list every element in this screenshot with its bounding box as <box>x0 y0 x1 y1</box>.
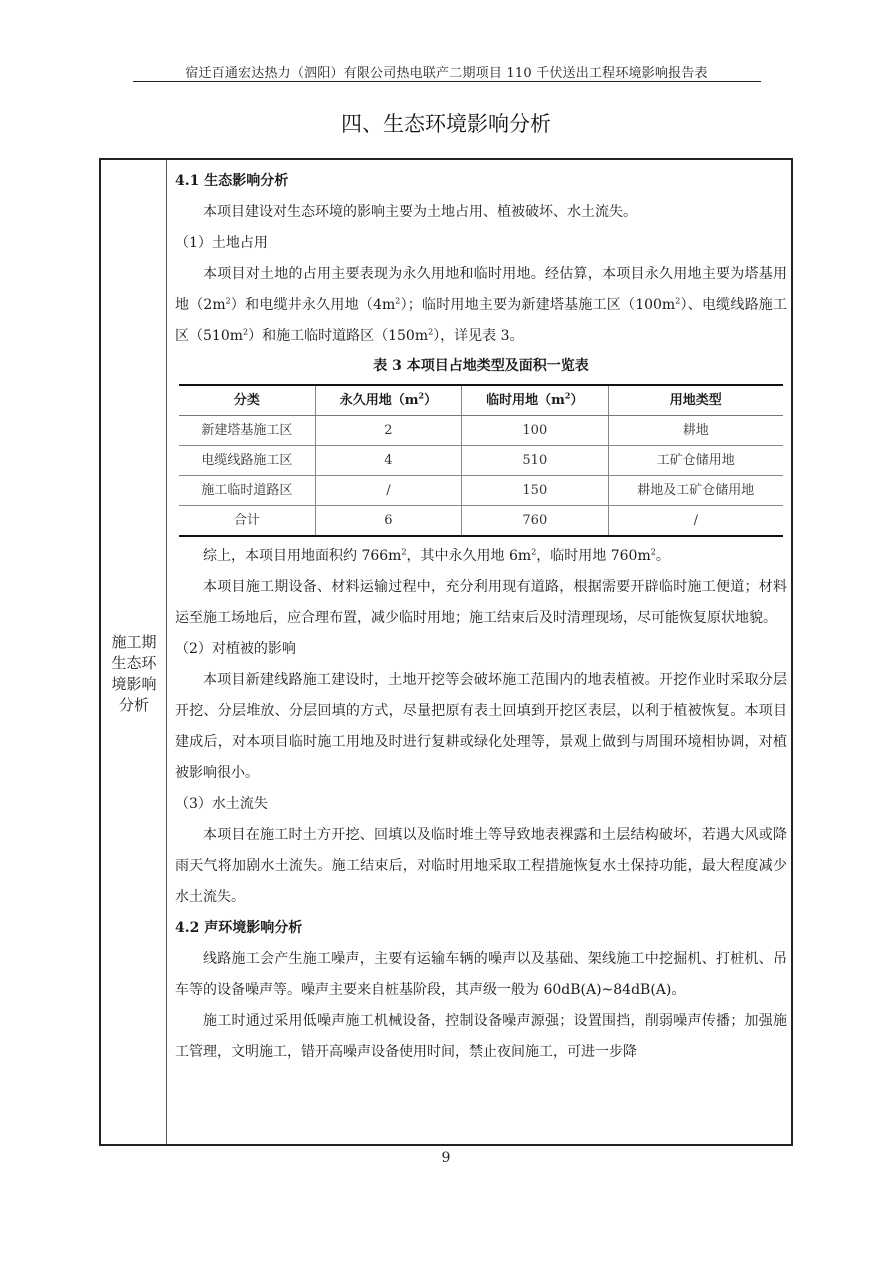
paragraph-land-use <box>175 259 787 352</box>
left-label-line: 施工期 <box>111 633 157 651</box>
superscript: 2 <box>675 296 681 306</box>
paragraph-noise-mitigation: 施工时通过采用低噪声施工机械设备，控制设备噪声源强；设置围挡，削弱噪声传播；加强施工管理，文明施工，错开高噪声设备使用时间，禁止夜间施工，可进一步降 <box>175 1013 787 1060</box>
subheading-soil-erosion: （3）水土流失 <box>175 796 268 812</box>
text-run: 本项目对土地的占用主要表现为永久用地和临时用地。经估算，本项目永久用地主要为塔基用地（2m <box>175 266 787 313</box>
subheading-land-use: （1）土地占用 <box>175 235 268 251</box>
column-header <box>462 385 608 416</box>
superscript: 2 <box>395 296 401 306</box>
paragraph-noise-sources: 线路施工会产生施工噪声，主要有运输车辆的噪声以及基础、架线施工中挖掘机、打桩机、吊车等的设备噪声等。噪声主要来自桩基阶段，其声级一般为 60dB(A)~84dB(A)。 <box>175 951 787 998</box>
superscript: 2 <box>531 547 537 557</box>
superscript: 2 <box>418 390 425 401</box>
table-cell: 合计 <box>179 506 315 537</box>
table-row <box>179 416 783 446</box>
subheading-vegetation: （2）对植被的影响 <box>175 641 296 657</box>
section-heading-4-2: 4.2 声环境影响分析 <box>175 920 303 936</box>
table-caption: 表 3 本项目占地类型及面积一览表 <box>373 358 589 374</box>
left-label-line: 境影响 <box>111 675 157 693</box>
paragraph-vegetation: 本项目新建线路施工建设时，土地开挖等会破坏施工范围内的地表植被。开挖作业时采取分层开挖、分层堆放、分层回填的方式，尽量把原有表土回填到开挖区表层，以利于植被恢复。本项目建成后，对本项目临时施工用地及时进行复耕或绿化处理等，景观上做到与周围环境相协调，对植被影响很小。 <box>175 672 787 781</box>
text-run: ）和电缆井永久用地（4m <box>230 297 396 313</box>
content-column <box>175 166 787 1068</box>
table-row <box>179 446 783 476</box>
left-label-column <box>101 160 167 1144</box>
header-text: ） <box>424 393 438 408</box>
text-run: ），详见表 3。 <box>433 328 524 344</box>
paragraph-transport: 本项目施工期设备、材料运输过程中，充分利用现有道路，根据需要开辟临时施工便道；材料运至施工场地后，应合理布置，减少临时用地；施工结束后及时清理现场，尽可能恢复原状地貌。 <box>175 579 787 626</box>
section-title: 四、生态环境影响分析 <box>341 112 551 136</box>
table-cell: 电缆线路施工区 <box>179 446 315 476</box>
paragraph-summary <box>175 541 787 572</box>
running-header: 宿迁百通宏达热力（泗阳）有限公司热电联产二期项目 110 千伏送出工程环境影响报告表 <box>185 66 708 81</box>
text-run: ，其中永久用地 6m <box>406 548 532 564</box>
land-use-table <box>179 384 783 537</box>
superscript: 2 <box>243 327 249 337</box>
superscript: 2 <box>401 547 407 557</box>
left-label-line: 生态环 <box>111 654 157 672</box>
section-heading-4-1: 4.1 生态影响分析 <box>175 173 289 189</box>
table-cell: 施工临时道路区 <box>179 476 315 506</box>
table-cell: 2 <box>315 416 461 446</box>
text-run: ）；临时用地主要为新建塔基施工区（100m <box>400 297 676 313</box>
superscript: 2 <box>225 296 231 306</box>
table-cell: 4 <box>315 446 461 476</box>
text-run: 。 <box>655 548 670 564</box>
paragraph-intro: 本项目建设对生态环境的影响主要为土地占用、植被破坏、水土流失。 <box>203 204 637 220</box>
superscript: 2 <box>650 547 656 557</box>
text-run: ，临时用地 760m <box>536 548 651 564</box>
left-column-label <box>105 632 163 716</box>
column-header <box>315 385 461 416</box>
superscript: 2 <box>428 327 434 337</box>
column-header: 用地类型 <box>608 385 783 416</box>
table-cell: 耕地 <box>608 416 783 446</box>
analysis-table-frame <box>99 158 793 1146</box>
text-run: ）、电缆线路施工区（510m <box>175 297 788 344</box>
header-text: 临时用地（m <box>486 393 565 408</box>
table-cell: 100 <box>462 416 608 446</box>
table-cell: 510 <box>462 446 608 476</box>
page-number: 9 <box>441 1150 451 1166</box>
left-label-line: 分析 <box>118 696 149 714</box>
table-cell: 工矿仓储用地 <box>608 446 783 476</box>
header-text: 永久用地（m <box>339 393 419 408</box>
table-cell: 150 <box>462 476 608 506</box>
table-header-row <box>179 385 783 416</box>
table-cell: / <box>315 476 461 506</box>
table-row <box>179 476 783 506</box>
text-run: ）和施工临时道路区（150m <box>248 328 429 344</box>
table-row-total <box>179 506 783 537</box>
table-cell: / <box>608 506 783 537</box>
table-cell: 760 <box>462 506 608 537</box>
text-run: 综上，本项目用地面积约 766m <box>203 548 402 564</box>
table-cell: 新建塔基施工区 <box>179 416 315 446</box>
header-text: ） <box>570 393 584 408</box>
header-rule <box>133 81 761 82</box>
paragraph-soil-erosion: 本项目在施工时土方开挖、回填以及临时堆土等导致地表裸露和土层结构破坏，若遇大风或降雨天气将加剧水土流失。施工结束后，对临时用地采取工程措施恢复水土保持功能，最大程度减少水土流失。 <box>175 827 787 905</box>
column-header: 分类 <box>179 385 315 416</box>
table-cell: 耕地及工矿仓储用地 <box>608 476 783 506</box>
superscript: 2 <box>564 390 571 401</box>
table-cell: 6 <box>315 506 461 537</box>
